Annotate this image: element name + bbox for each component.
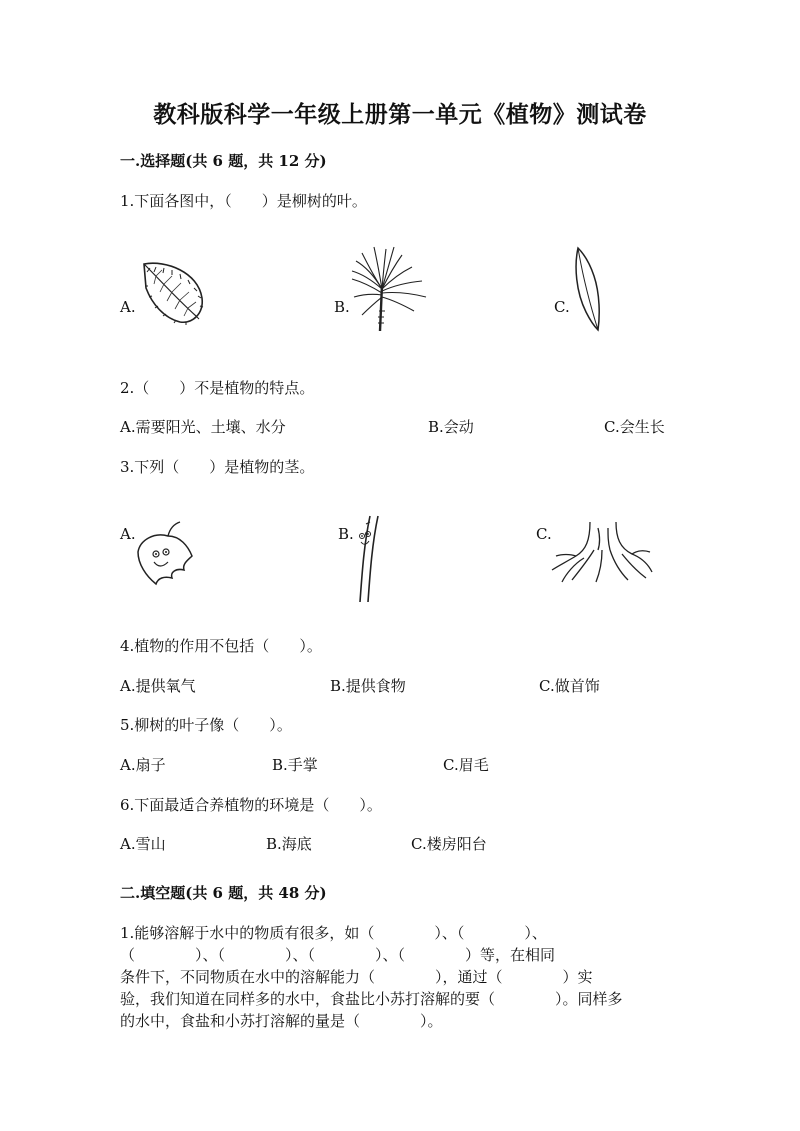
question-4-stem: 4.植物的作用不包括（ ）。 (120, 637, 322, 655)
willow-leaf-icon (572, 246, 606, 332)
question-5-option-c: C.眉毛 (443, 756, 489, 774)
question-2-option-a: A.需要阳光、土壤、水分 (120, 418, 286, 436)
tree-roots-icon (550, 520, 654, 584)
question-5-option-b: B.手掌 (272, 756, 318, 774)
question-6-option-a: A.雪山 (120, 835, 166, 853)
fill-question-1-line-3: 条件下，不同物质在水中的溶解能力（ ），通过（ ）实 (120, 968, 593, 986)
section-heading-fill-blank: 二.填空题(共 6 题，共 48 分) (120, 884, 327, 902)
cartoon-stem-icon (350, 514, 380, 604)
question-3-option-a: A. (120, 525, 136, 543)
fill-question-1-line-1: 1.能够溶解于水中的物质有很多，如（ ）、（ ）、 (120, 924, 547, 942)
fill-question-1-line-2: （ ）、（ ）、（ ）、（ ）等，在相同 (120, 946, 556, 964)
question-6-option-b: B.海底 (266, 835, 312, 853)
question-2-stem: 2.（ ）不是植物的特点。 (120, 379, 315, 397)
question-2-option-b: B.会动 (428, 418, 474, 436)
question-3-option-b: B. (338, 525, 354, 543)
question-3-stem: 3.下列（ ）是植物的茎。 (120, 458, 315, 476)
pine-branch-icon (350, 245, 430, 333)
question-1-stem: 1.下面各图中，（ ）是柳树的叶。 (120, 192, 367, 210)
question-1-option-b: B. (334, 298, 350, 316)
question-3-option-c: C. (536, 525, 552, 543)
question-5-option-a: A.扇子 (120, 756, 166, 774)
question-1-option-c: C. (554, 298, 570, 316)
fill-question-1-line-5: 的水中，食盐和小苏打溶解的量是（ ）。 (120, 1012, 443, 1030)
question-2-option-c: C.会生长 (604, 418, 665, 436)
question-4-option-a: A.提供氧气 (120, 677, 196, 695)
question-4-option-c: C.做首饰 (539, 677, 600, 695)
section-heading-choice: 一.选择题(共 6 题，共 12 分) (120, 152, 327, 170)
page-title: 教科版科学一年级上册第一单元《植物》测试卷 (153, 101, 647, 128)
question-6-option-c: C.楼房阳台 (411, 835, 487, 853)
cartoon-leaf-icon (134, 520, 196, 586)
question-5-stem: 5.柳树的叶子像（ ）。 (120, 716, 292, 734)
serrated-leaf-icon (136, 258, 208, 328)
fill-question-1-line-4: 验，我们知道在同样多的水中，食盐比小苏打溶解的要（ ）。同样多 (120, 990, 623, 1008)
question-4-option-b: B.提供食物 (330, 677, 406, 695)
question-1-option-a: A. (120, 298, 136, 316)
question-6-stem: 6.下面最适合养植物的环境是（ ）。 (120, 796, 382, 814)
